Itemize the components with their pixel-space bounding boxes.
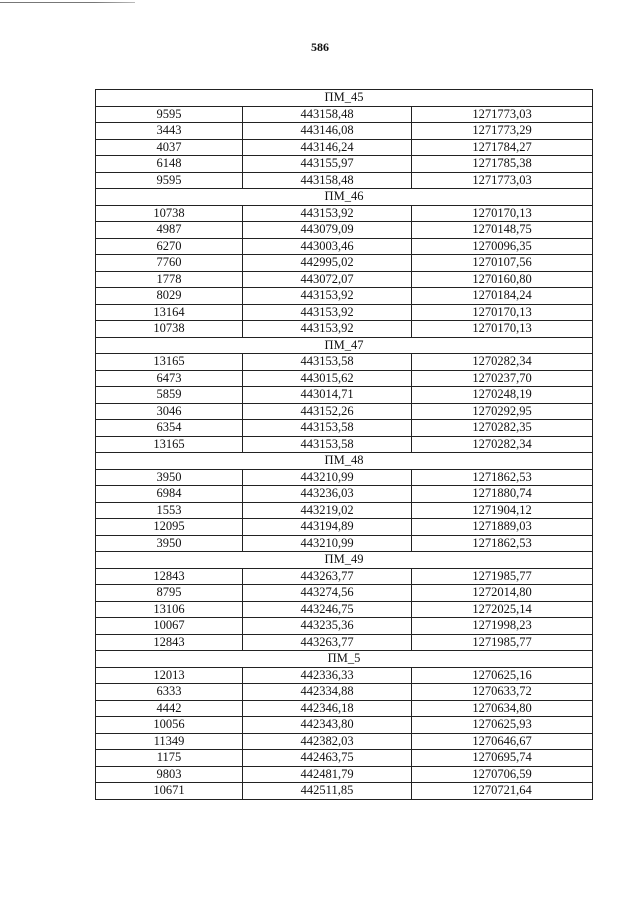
table-row xyxy=(96,288,593,305)
table-row xyxy=(96,783,593,800)
y-coordinate-cell: 1270107,56 xyxy=(412,255,593,272)
table-row xyxy=(96,535,593,552)
scan-corner-line xyxy=(0,2,135,3)
point-number-cell: 13165 xyxy=(96,436,243,453)
table-row xyxy=(96,700,593,717)
point-number-cell: 13165 xyxy=(96,354,243,371)
table-row xyxy=(96,403,593,420)
x-coordinate-cell: 442343,80 xyxy=(243,717,412,734)
y-coordinate-cell: 1271998,23 xyxy=(412,618,593,635)
coordinates-table xyxy=(95,89,593,800)
point-number-cell: 6984 xyxy=(96,486,243,503)
x-coordinate-cell: 443236,03 xyxy=(243,486,412,503)
point-number-cell: 6333 xyxy=(96,684,243,701)
table-row xyxy=(96,106,593,123)
y-coordinate-cell: 1270282,34 xyxy=(412,436,593,453)
y-coordinate-cell: 1270248,19 xyxy=(412,387,593,404)
y-coordinate-cell: 1270170,13 xyxy=(412,205,593,222)
y-coordinate-cell: 1270096,35 xyxy=(412,238,593,255)
x-coordinate-cell: 443210,99 xyxy=(243,469,412,486)
table-row xyxy=(96,370,593,387)
x-coordinate-cell: 443003,46 xyxy=(243,238,412,255)
point-number-cell: 10738 xyxy=(96,321,243,338)
section-header-row xyxy=(96,552,593,569)
x-coordinate-cell: 442481,79 xyxy=(243,766,412,783)
point-number-cell: 4987 xyxy=(96,222,243,239)
y-coordinate-cell: 1271862,53 xyxy=(412,535,593,552)
x-coordinate-cell: 443146,08 xyxy=(243,123,412,140)
y-coordinate-cell: 1270184,24 xyxy=(412,288,593,305)
y-coordinate-cell: 1270282,34 xyxy=(412,354,593,371)
x-coordinate-cell: 443079,09 xyxy=(243,222,412,239)
section-header-row xyxy=(96,453,593,470)
x-coordinate-cell: 442334,88 xyxy=(243,684,412,701)
x-coordinate-cell: 443274,56 xyxy=(243,585,412,602)
y-coordinate-cell: 1270646,67 xyxy=(412,733,593,750)
table-row xyxy=(96,684,593,701)
point-number-cell: 8795 xyxy=(96,585,243,602)
point-number-cell: 11349 xyxy=(96,733,243,750)
x-coordinate-cell: 443246,75 xyxy=(243,601,412,618)
y-coordinate-cell: 1271862,53 xyxy=(412,469,593,486)
section-title: ПМ_5 xyxy=(96,651,593,668)
x-coordinate-cell: 443263,77 xyxy=(243,634,412,651)
x-coordinate-cell: 443153,92 xyxy=(243,205,412,222)
table-row xyxy=(96,585,593,602)
y-coordinate-cell: 1271880,74 xyxy=(412,486,593,503)
table-row xyxy=(96,222,593,239)
y-coordinate-cell: 1271889,03 xyxy=(412,519,593,536)
table-row xyxy=(96,469,593,486)
section-header-row xyxy=(96,90,593,107)
x-coordinate-cell: 443153,58 xyxy=(243,420,412,437)
x-coordinate-cell: 443194,89 xyxy=(243,519,412,536)
x-coordinate-cell: 443153,92 xyxy=(243,288,412,305)
y-coordinate-cell: 1270170,13 xyxy=(412,321,593,338)
y-coordinate-cell: 1271985,77 xyxy=(412,568,593,585)
table-row xyxy=(96,172,593,189)
y-coordinate-cell: 1271904,12 xyxy=(412,502,593,519)
table-row xyxy=(96,420,593,437)
y-coordinate-cell: 1271773,29 xyxy=(412,123,593,140)
point-number-cell: 10738 xyxy=(96,205,243,222)
y-coordinate-cell: 1271773,03 xyxy=(412,106,593,123)
table-row xyxy=(96,139,593,156)
point-number-cell: 6270 xyxy=(96,238,243,255)
x-coordinate-cell: 443153,58 xyxy=(243,354,412,371)
point-number-cell: 9595 xyxy=(96,106,243,123)
table-row xyxy=(96,486,593,503)
point-number-cell: 4442 xyxy=(96,700,243,717)
point-number-cell: 6354 xyxy=(96,420,243,437)
table-row xyxy=(96,502,593,519)
y-coordinate-cell: 1270625,93 xyxy=(412,717,593,734)
point-number-cell: 12013 xyxy=(96,667,243,684)
point-number-cell: 7760 xyxy=(96,255,243,272)
x-coordinate-cell: 442511,85 xyxy=(243,783,412,800)
x-coordinate-cell: 443235,36 xyxy=(243,618,412,635)
table-row xyxy=(96,519,593,536)
y-coordinate-cell: 1270282,35 xyxy=(412,420,593,437)
point-number-cell: 3443 xyxy=(96,123,243,140)
point-number-cell: 4037 xyxy=(96,139,243,156)
point-number-cell: 1175 xyxy=(96,750,243,767)
x-coordinate-cell: 443153,58 xyxy=(243,436,412,453)
table-row xyxy=(96,271,593,288)
x-coordinate-cell: 443158,48 xyxy=(243,106,412,123)
y-coordinate-cell: 1270625,16 xyxy=(412,667,593,684)
x-coordinate-cell: 443155,97 xyxy=(243,156,412,173)
table-row xyxy=(96,238,593,255)
x-coordinate-cell: 442346,18 xyxy=(243,700,412,717)
table-row xyxy=(96,634,593,651)
table-row xyxy=(96,717,593,734)
point-number-cell: 10067 xyxy=(96,618,243,635)
table-row xyxy=(96,205,593,222)
point-number-cell: 3950 xyxy=(96,469,243,486)
point-number-cell: 5859 xyxy=(96,387,243,404)
point-number-cell: 9803 xyxy=(96,766,243,783)
point-number-cell: 12095 xyxy=(96,519,243,536)
table-row xyxy=(96,436,593,453)
table-row xyxy=(96,667,593,684)
point-number-cell: 13106 xyxy=(96,601,243,618)
x-coordinate-cell: 442995,02 xyxy=(243,255,412,272)
section-header-row xyxy=(96,189,593,206)
x-coordinate-cell: 443015,62 xyxy=(243,370,412,387)
point-number-cell: 1778 xyxy=(96,271,243,288)
table-row xyxy=(96,766,593,783)
section-header-row xyxy=(96,651,593,668)
y-coordinate-cell: 1270292,95 xyxy=(412,403,593,420)
y-coordinate-cell: 1270170,13 xyxy=(412,304,593,321)
x-coordinate-cell: 443263,77 xyxy=(243,568,412,585)
table-row xyxy=(96,156,593,173)
point-number-cell: 12843 xyxy=(96,568,243,585)
point-number-cell: 6148 xyxy=(96,156,243,173)
x-coordinate-cell: 442382,03 xyxy=(243,733,412,750)
point-number-cell: 10056 xyxy=(96,717,243,734)
point-number-cell: 3950 xyxy=(96,535,243,552)
y-coordinate-cell: 1270148,75 xyxy=(412,222,593,239)
section-title: ПМ_45 xyxy=(96,90,593,107)
y-coordinate-cell: 1272025,14 xyxy=(412,601,593,618)
x-coordinate-cell: 443152,26 xyxy=(243,403,412,420)
point-number-cell: 10671 xyxy=(96,783,243,800)
table-row xyxy=(96,304,593,321)
y-coordinate-cell: 1270160,80 xyxy=(412,271,593,288)
x-coordinate-cell: 443210,99 xyxy=(243,535,412,552)
coordinates-table-body xyxy=(96,90,593,800)
x-coordinate-cell: 442336,33 xyxy=(243,667,412,684)
table-row xyxy=(96,733,593,750)
x-coordinate-cell: 443072,07 xyxy=(243,271,412,288)
point-number-cell: 6473 xyxy=(96,370,243,387)
y-coordinate-cell: 1270706,59 xyxy=(412,766,593,783)
x-coordinate-cell: 443153,92 xyxy=(243,304,412,321)
table-row xyxy=(96,354,593,371)
point-number-cell: 13164 xyxy=(96,304,243,321)
section-title: ПМ_47 xyxy=(96,337,593,354)
table-row xyxy=(96,618,593,635)
y-coordinate-cell: 1270237,70 xyxy=(412,370,593,387)
point-number-cell: 12843 xyxy=(96,634,243,651)
y-coordinate-cell: 1270634,80 xyxy=(412,700,593,717)
y-coordinate-cell: 1271784,27 xyxy=(412,139,593,156)
y-coordinate-cell: 1271785,38 xyxy=(412,156,593,173)
x-coordinate-cell: 443158,48 xyxy=(243,172,412,189)
section-header-row xyxy=(96,337,593,354)
y-coordinate-cell: 1270695,74 xyxy=(412,750,593,767)
table-row xyxy=(96,387,593,404)
y-coordinate-cell: 1272014,80 xyxy=(412,585,593,602)
table-row xyxy=(96,750,593,767)
section-title: ПМ_49 xyxy=(96,552,593,569)
point-number-cell: 8029 xyxy=(96,288,243,305)
section-title: ПМ_48 xyxy=(96,453,593,470)
y-coordinate-cell: 1271985,77 xyxy=(412,634,593,651)
y-coordinate-cell: 1270721,64 xyxy=(412,783,593,800)
point-number-cell: 1553 xyxy=(96,502,243,519)
table-row xyxy=(96,568,593,585)
x-coordinate-cell: 443014,71 xyxy=(243,387,412,404)
point-number-cell: 3046 xyxy=(96,403,243,420)
table-row xyxy=(96,123,593,140)
y-coordinate-cell: 1271773,03 xyxy=(412,172,593,189)
page-number: 586 xyxy=(311,40,329,54)
x-coordinate-cell: 443146,24 xyxy=(243,139,412,156)
table-row xyxy=(96,255,593,272)
table-row xyxy=(96,601,593,618)
x-coordinate-cell: 442463,75 xyxy=(243,750,412,767)
x-coordinate-cell: 443153,92 xyxy=(243,321,412,338)
table-row xyxy=(96,321,593,338)
x-coordinate-cell: 443219,02 xyxy=(243,502,412,519)
point-number-cell: 9595 xyxy=(96,172,243,189)
y-coordinate-cell: 1270633,72 xyxy=(412,684,593,701)
section-title: ПМ_46 xyxy=(96,189,593,206)
